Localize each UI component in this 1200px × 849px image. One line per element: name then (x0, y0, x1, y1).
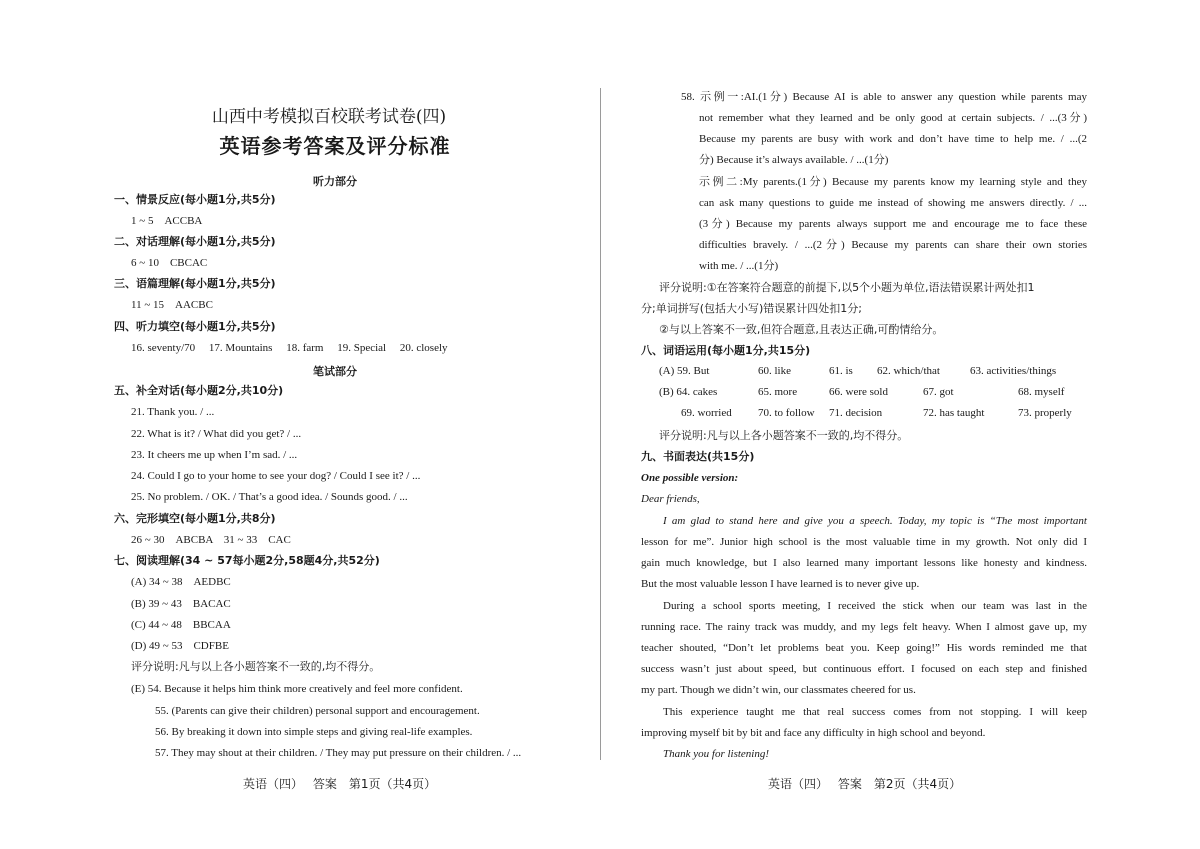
essay-label: One possible version: (641, 472, 739, 484)
section-7-e-answer: 57. They may shout at their children. / They may put pressure on their children. / ... (155, 747, 522, 759)
q58-line: 58. 示例一:AI.(1分) Because AI is able to answer any question while parents may (681, 91, 1087, 103)
q58-scoring-note: 分;单词拼写(包括大小写)错误累计四处扣1分; (641, 302, 862, 315)
section-7-e-answer: 56. By breaking it down into simple steps and giving real-life examples. (155, 726, 473, 738)
section-5-item: 23. It cheers me up when I’m sad. / ... (131, 449, 298, 461)
section-8-answer: 70. to follow (758, 407, 815, 419)
section-8-answer: 61. is (829, 365, 853, 377)
section-2-heading: 二、对话理解(每小题1分,共5分) (114, 235, 276, 248)
section-7-answer: (A) 34 ~ 38 AEDBC (131, 576, 231, 588)
section-5-item: 25. No problem. / OK. / That’s a good idea. / Sounds good. / ... (131, 491, 408, 503)
q58-line: 示例二:My parents.(1分) Because my parents know my learning style and they (699, 176, 1087, 188)
section-8-answer: 73. properly (1018, 407, 1072, 419)
q58-line: (3分) Because my parents always support me and encourage me to face these (699, 218, 1087, 230)
essay-greeting: Dear friends, (641, 493, 700, 505)
section-2-answers: 6 ~ 10 CBCAC (131, 257, 208, 269)
section-5-item: 22. What is it? / What did you get? / ... (131, 428, 302, 440)
section-8-answer: 72. has taught (923, 407, 985, 419)
section-6-heading: 六、完形填空(每小题1分,共8分) (114, 512, 276, 525)
writing-heading: 笔试部分 (313, 365, 357, 378)
section-8-scoring-note: 评分说明:凡与以上各小题答案不一致的,均不得分。 (659, 429, 909, 442)
section-8-heading: 八、词语运用(每小题1分,共15分) (641, 344, 811, 357)
section-8-answer: 65. more (758, 386, 798, 398)
section-1-heading: 一、情景反应(每小题1分,共5分) (114, 193, 276, 206)
section-9-heading: 九、书面表达(共15分) (641, 450, 755, 463)
section-4-answers: 16. seventy/70 17. Mountains 18. farm 19. Special 20. closely (131, 342, 448, 354)
q58-scoring-note: ②与以上答案不一致,但符合题意,且表达正确,可酌情给分。 (659, 323, 944, 336)
section-8-answer: (A) 59. But (659, 365, 710, 377)
essay-line: my part. Though we didn’t win, our classmates cheered for us. (641, 684, 916, 696)
section-7-answer: (C) 44 ~ 48 BBCAA (131, 619, 231, 631)
essay-line: teacher shouted, “Don’t let problems beat you. Keep going!” His words reminded me that (641, 642, 1087, 654)
essay-line: During a school sports meeting, I received the stick when our team was last in the (663, 600, 1087, 612)
section-5-item: 21. Thank you. / ... (131, 406, 215, 418)
essay-line: lesson for me”. Junior high school is the most valuable time in my growth. Not only did I (641, 536, 1087, 548)
essay-line: gain much knowledge, but I also learned many important lessons like honesty and kindness. (641, 557, 1087, 569)
essay-line: But the most valuable lesson I have learned is to never give up. (641, 578, 920, 590)
q58-scoring-note: 评分说明:①在答案符合题意的前提下,以5个小题为单位,语法错误累计两处扣1 (659, 281, 1035, 294)
q58-line: 分) Because it’s always available. / ...(1分) (699, 154, 889, 166)
q58-line: can ask many questions to guide me instead of showing me answers directly. / ... (699, 197, 1087, 209)
section-7-e-answer: (E) 54. Because it helps him think more creatively and feel more confident. (131, 683, 463, 695)
section-7-scoring-note: 评分说明:凡与以上各小题答案不一致的,均不得分。 (131, 660, 381, 673)
q58-line: not remember what they learned and be only good at certain subjects. / ...(3分) (699, 112, 1087, 124)
section-8-answer: 60. like (758, 365, 791, 377)
essay-line: This experience taught me that real success comes from not stopping. I will keep (663, 706, 1087, 718)
section-4-heading: 四、听力填空(每小题1分,共5分) (114, 320, 276, 333)
listening-heading: 听力部分 (313, 175, 357, 188)
section-8-answer: 67. got (923, 386, 954, 398)
section-8-answer: 63. activities/things (970, 365, 1057, 377)
essay-line: improving myself bit by bit and face any difficulty in high school and beyond. (641, 727, 986, 739)
section-5-heading: 五、补全对话(每小题2分,共10分) (114, 384, 284, 397)
section-1-answers: 1 ~ 5 ACCBA (131, 215, 203, 227)
section-7-e-answer: 55. (Parents can give their children) personal support and encouragement. (155, 705, 480, 717)
section-3-heading: 三、语篇理解(每小题1分,共5分) (114, 277, 276, 290)
section-8-answer: 71. decision (829, 407, 883, 419)
essay-line: I am glad to stand here and give you a speech. Today, my topic is “The most important (663, 515, 1087, 527)
essay-closing: Thank you for listening! (663, 748, 770, 760)
section-7-answer: (B) 39 ~ 43 BACAC (131, 598, 231, 610)
section-7-answer: (D) 49 ~ 53 CDFBE (131, 640, 229, 652)
q58-line: with me. / ...(1分) (699, 260, 779, 272)
section-8-answer: 66. were sold (829, 386, 888, 398)
q58-line: difficulties bravely. / ...(2分) Because my parents can share their own stories (699, 239, 1087, 251)
section-8-answer: (B) 64. cakes (659, 386, 718, 398)
answer-key-title: 英语参考答案及评分标准 (219, 134, 451, 158)
section-8-answer: 68. myself (1018, 386, 1065, 398)
section-3-answers: 11 ~ 15 AACBC (131, 299, 213, 311)
section-8-answer: 62. which/that (877, 365, 940, 377)
page-footer: 英语（四） 答案 第2页（共4页） (768, 777, 962, 791)
essay-line: success wasn’t just about speed, but continuous effort. I focused on each step and finished (641, 663, 1087, 675)
section-8-answer: 69. worried (681, 407, 732, 419)
section-5-item: 24. Could I go to your home to see your dog? / Could I see it? / ... (131, 470, 421, 482)
section-6-answers: 26 ~ 30 ABCBA 31 ~ 33 CAC (131, 534, 291, 546)
section-7-heading: 七、阅读理解(34 ~ 57每小题2分,58题4分,共52分) (114, 554, 380, 567)
essay-line: running race. The rainy track was muddy, and my legs felt heavy. When I almost gave up, my (641, 621, 1087, 633)
q58-line: Because my parents are busy with work and don’t have time to help me. / ...(2 (699, 133, 1087, 145)
exam-title: 山西中考模拟百校联考试卷(四) (211, 107, 447, 127)
page-footer: 英语（四） 答案 第1页（共4页） (243, 777, 437, 791)
